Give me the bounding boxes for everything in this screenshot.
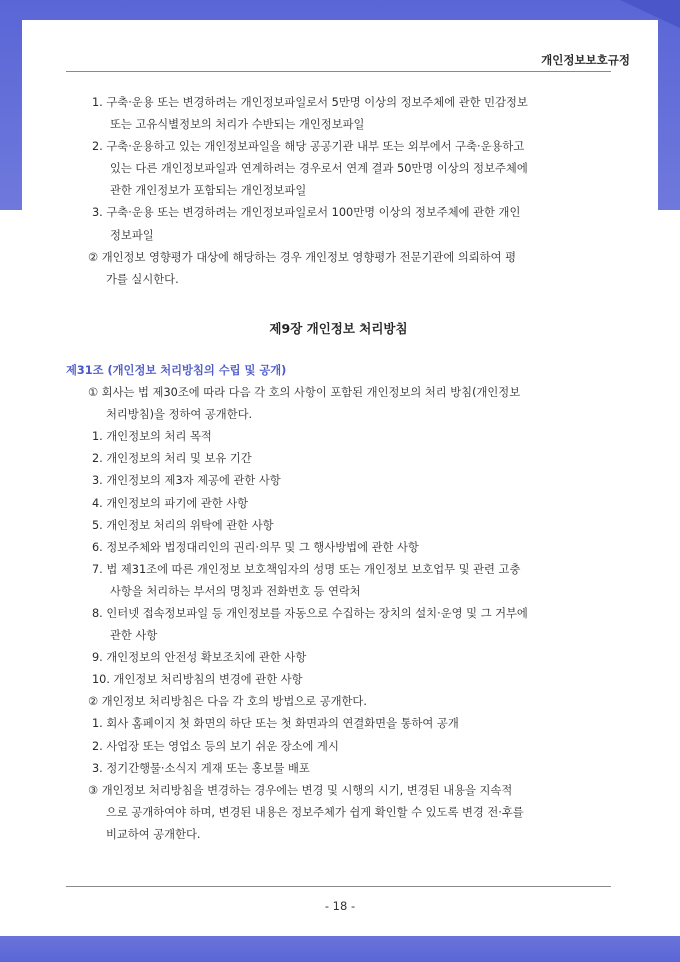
list-item: 3. 개인정보의 제3자 제공에 관한 사항 xyxy=(92,474,281,488)
page-number: - 18 - xyxy=(324,899,356,913)
list-item: 3. 정기간행물·소식지 게재 또는 홍보물 배포 xyxy=(92,761,310,775)
footer-divider xyxy=(66,886,611,887)
list-item: 10. 개인정보 처리방침의 변경에 관한 사항 xyxy=(92,673,303,687)
list-item: 2. 사업장 또는 영업소 등의 보기 쉬운 장소에 게시 xyxy=(92,739,339,753)
list-item: 9. 개인정보의 안전성 확보조치에 관한 사항 xyxy=(92,651,307,665)
paragraph-continuation: 으로 공개하여야 하며, 변경된 내용은 정보주체가 쉽게 확인할 수 있도록 변경 전·후를 xyxy=(106,805,524,819)
list-item: 3. 구축·운용 또는 변경하려는 개인정보파일로서 100만명 이상의 정보주체에 관한 개인 xyxy=(92,206,521,220)
spacer xyxy=(66,340,611,360)
list-item-continuation: 정보파일 xyxy=(110,228,154,242)
list-item: 5. 개인정보 처리의 위탁에 관한 사항 xyxy=(92,518,274,532)
list-item: 2. 구축·운용하고 있는 개인정보파일을 해당 공공기관 내부 또는 외부에서 구축·운용하고 xyxy=(92,140,525,154)
article-heading: 제31조 (개인정보 처리방침의 수립 및 공개) xyxy=(66,363,287,377)
paragraph-continuation: 비교하여 공개한다. xyxy=(106,827,201,841)
bottom-decoration-band xyxy=(0,936,680,962)
document-body xyxy=(66,92,611,846)
list-item-continuation: 사항을 처리하는 부서의 명칭과 전화번호 등 연락처 xyxy=(110,584,361,598)
paragraph-continuation: 가를 실시한다. xyxy=(106,272,179,286)
header-divider xyxy=(66,71,611,72)
paragraph-item: ② 개인정보 처리방침은 다음 각 호의 방법으로 공개한다. xyxy=(88,695,367,709)
list-item-continuation: 관한 개인정보가 포함되는 개인정보파일 xyxy=(110,184,307,198)
list-item: 4. 개인정보의 파기에 관한 사항 xyxy=(92,496,249,510)
list-item: 6. 정보주체와 법정대리인의 권리·의무 및 그 행사방법에 관한 사항 xyxy=(92,540,419,554)
paragraph-item: ② 개인정보 영향평가 대상에 해당하는 경우 개인정보 영향평가 전문기관에 의뢰하여 평 xyxy=(88,250,516,264)
list-item: 1. 구축·운용 또는 변경하려는 개인정보파일로서 5만명 이상의 정보주체에 관한 민감정보 xyxy=(92,96,528,109)
document-header-title: 개인정보보호규정 xyxy=(541,53,630,67)
paragraph-item: ③ 개인정보 처리방침을 변경하는 경우에는 변경 및 시행의 시기, 변경된 내용을 지속적 xyxy=(88,783,513,797)
list-item-continuation: 또는 고유식별정보의 처리가 수반되는 개인정보파일 xyxy=(110,118,365,132)
list-item: 1. 개인정보의 처리 목적 xyxy=(92,430,212,444)
list-item-continuation: 있는 다른 개인정보파일과 연계하려는 경우로서 연계 결과 50만명 이상의 정보주체에 xyxy=(110,162,528,176)
list-item: 8. 인터넷 접속정보파일 등 개인정보를 자동으로 수집하는 장치의 설치·운영 및 그 거부에 xyxy=(92,606,528,620)
spacer xyxy=(66,291,611,318)
paragraph-continuation: 처리방침)을 정하여 공개한다. xyxy=(106,408,253,422)
paragraph-item: ① 회사는 법 제30조에 따라 다음 각 호의 사항이 포함된 개인정보의 처리 방침(개인정보 xyxy=(88,386,521,400)
list-item: 2. 개인정보의 처리 및 보유 기간 xyxy=(92,452,252,466)
list-item-continuation: 관한 사항 xyxy=(110,629,158,643)
list-item: 1. 회사 홈페이지 첫 화면의 하단 또는 첫 화면과의 연결화면을 통하여 공개 xyxy=(92,717,459,731)
chapter-heading: 제9장 개인정보 처리방침 xyxy=(269,320,408,336)
list-item: 7. 법 제31조에 따른 개인정보 보호책임자의 성명 또는 개인정보 보호업무 및 관련 고충 xyxy=(92,562,521,576)
